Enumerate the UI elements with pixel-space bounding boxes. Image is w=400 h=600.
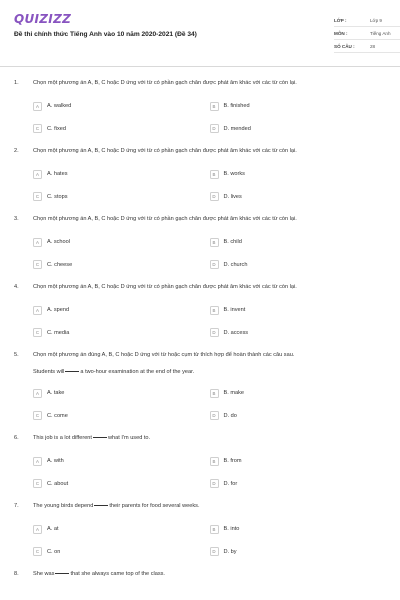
option-d[interactable] xyxy=(210,124,387,133)
option-box[interactable]: D xyxy=(210,411,219,420)
option-b[interactable] xyxy=(210,457,387,466)
option-text: D. mended xyxy=(223,125,251,132)
option-box[interactable]: C xyxy=(33,328,42,337)
question-1 xyxy=(14,79,386,140)
option-b[interactable] xyxy=(210,102,387,111)
options xyxy=(33,299,386,344)
option-c[interactable] xyxy=(33,328,210,337)
question-5 xyxy=(14,351,386,427)
option-c[interactable] xyxy=(33,411,210,420)
question-number: 7. xyxy=(14,503,19,509)
option-text: C. stops xyxy=(47,193,68,200)
option-c[interactable] xyxy=(33,479,210,488)
meta-row-count xyxy=(334,40,400,53)
question-prompt: Chọn một phương án A, B, C hoặc D ứng với từ có phần gạch chân được phát âm khác với các từ còn lại. xyxy=(33,284,297,290)
option-box[interactable]: B xyxy=(210,457,219,466)
answer-blank xyxy=(55,573,69,574)
option-text: C. about xyxy=(47,480,69,487)
meta-table xyxy=(334,14,400,53)
options xyxy=(33,95,386,140)
option-text: C. media xyxy=(47,329,70,336)
option-text: D. for xyxy=(223,480,238,487)
option-box[interactable]: B xyxy=(210,389,219,398)
option-box[interactable]: D xyxy=(210,260,219,269)
option-text: B. make xyxy=(223,390,245,397)
option-text: B. into xyxy=(223,526,240,533)
option-box[interactable]: A xyxy=(33,457,42,466)
option-box[interactable]: C xyxy=(33,260,42,269)
option-box[interactable]: A xyxy=(33,525,42,534)
quizizz-logo: QUIZIZZ xyxy=(14,12,72,26)
question-prompt: The young birds depend their parents for food several weeks. xyxy=(33,503,200,509)
option-b[interactable] xyxy=(210,389,387,398)
question-prompt: Chọn một phương án A, B, C hoặc D ứng với từ có phần gạch chân được phát âm khác với các từ còn lại. xyxy=(33,148,297,154)
option-b[interactable] xyxy=(210,238,387,247)
option-text: C. cheese xyxy=(47,261,73,268)
question-8 xyxy=(14,570,386,578)
option-box[interactable]: D xyxy=(210,547,219,556)
option-text: B. works xyxy=(223,171,245,178)
option-text: D. church xyxy=(223,261,248,268)
option-text: B. invent xyxy=(223,307,246,314)
option-box[interactable]: D xyxy=(210,479,219,488)
option-c[interactable] xyxy=(33,547,210,556)
option-d[interactable] xyxy=(210,547,387,556)
question-number: 5. xyxy=(14,352,19,358)
meta-row-subject xyxy=(334,27,400,40)
answer-blank xyxy=(65,371,79,372)
option-text: D. access xyxy=(223,329,249,336)
question-prompt: Chọn một phương án A, B, C hoặc D ứng với từ có phần gạch chân được phát âm khác với các từ còn lại. xyxy=(33,80,297,86)
option-a[interactable] xyxy=(33,306,210,315)
option-text: C. on xyxy=(47,548,61,555)
option-box[interactable]: B xyxy=(210,102,219,111)
option-text: B. child xyxy=(223,239,242,246)
option-box[interactable]: B xyxy=(210,525,219,534)
option-text: A. hates xyxy=(47,171,68,178)
meta-value: Lớp 9 xyxy=(370,17,382,23)
question-number: 3. xyxy=(14,216,19,222)
option-text: C. come xyxy=(47,412,68,419)
option-a[interactable] xyxy=(33,102,210,111)
option-c[interactable] xyxy=(33,260,210,269)
option-d[interactable] xyxy=(210,328,387,337)
option-box[interactable]: D xyxy=(210,124,219,133)
answer-blank xyxy=(93,437,107,438)
option-text: D. by xyxy=(223,548,237,555)
answer-blank xyxy=(94,505,108,506)
question-2 xyxy=(14,147,386,208)
option-c[interactable] xyxy=(33,192,210,201)
option-box[interactable]: B xyxy=(210,170,219,179)
question-number: 2. xyxy=(14,148,19,154)
option-c[interactable] xyxy=(33,124,210,133)
question-number: 8. xyxy=(14,571,19,577)
option-text: A. spend xyxy=(47,307,70,314)
meta-value: Tiếng Anh xyxy=(370,30,391,36)
option-d[interactable] xyxy=(210,192,387,201)
option-text: B. finished xyxy=(223,103,250,110)
option-box[interactable]: D xyxy=(210,328,219,337)
option-box[interactable]: D xyxy=(210,192,219,201)
option-box[interactable]: B xyxy=(210,306,219,315)
option-b[interactable] xyxy=(210,170,387,179)
option-text: C. fixed xyxy=(47,125,66,132)
option-d[interactable] xyxy=(210,479,387,488)
option-a[interactable] xyxy=(33,389,210,398)
option-b[interactable] xyxy=(210,306,387,315)
stem-text-before: Students will xyxy=(33,369,65,375)
meta-row-class xyxy=(334,14,400,27)
question-prompt: She was that she always came top of the class. xyxy=(33,571,165,577)
options xyxy=(33,518,386,563)
option-d[interactable] xyxy=(210,411,387,420)
question-4 xyxy=(14,283,386,344)
option-box[interactable]: C xyxy=(33,411,42,420)
option-a[interactable] xyxy=(33,238,210,247)
question-3 xyxy=(14,215,386,276)
option-box[interactable]: C xyxy=(33,479,42,488)
question-number: 6. xyxy=(14,435,19,441)
option-box[interactable]: B xyxy=(210,238,219,247)
option-text: D. do xyxy=(223,412,237,419)
option-box[interactable]: C xyxy=(33,547,42,556)
options xyxy=(33,163,386,208)
option-box[interactable]: C xyxy=(33,124,42,133)
worksheet-title: Đề thi chính thức Tiếng Anh vào 10 năm 2020-2021 (Đề 34) xyxy=(14,31,197,38)
question-stem xyxy=(33,368,386,376)
option-box[interactable]: A xyxy=(33,170,42,179)
options xyxy=(33,450,386,495)
option-text: A. walked xyxy=(47,103,72,110)
question-prompt: Chọn một phương án A, B, C hoặc D ứng với từ có phần gạch chân được phát âm khác với các từ còn lại. xyxy=(33,216,297,222)
option-a[interactable] xyxy=(33,457,210,466)
option-box[interactable]: A xyxy=(33,102,42,111)
meta-key: LỚP : xyxy=(334,17,347,23)
meta-key: SỐ CÂU : xyxy=(334,43,355,49)
options xyxy=(33,382,386,427)
question-number: 4. xyxy=(14,284,19,290)
option-text: D. lives xyxy=(223,193,242,200)
option-text: A. at xyxy=(47,526,59,533)
meta-value: 28 xyxy=(370,43,376,49)
option-box[interactable]: A xyxy=(33,389,42,398)
question-6 xyxy=(14,434,386,495)
option-box[interactable]: A xyxy=(33,238,42,247)
option-box[interactable]: C xyxy=(33,192,42,201)
question-prompt: Chọn một phương án đúng A, B, C hoặc D ứng với từ hoặc cụm từ thích hợp để hoàn thành các câu sau. xyxy=(33,352,295,358)
options xyxy=(33,231,386,276)
option-text: A. take xyxy=(47,390,65,397)
option-text: B. from xyxy=(223,458,242,465)
option-text: A. with xyxy=(47,458,64,465)
option-box[interactable]: A xyxy=(33,306,42,315)
question-7 xyxy=(14,502,386,563)
stem-text-after: a two-hour examination at the end of the year. xyxy=(80,369,195,375)
worksheet-header xyxy=(14,0,391,66)
option-b[interactable] xyxy=(210,525,387,534)
question-prompt: This job is a lot different what I'm used to. xyxy=(33,435,151,441)
option-a[interactable] xyxy=(33,525,210,534)
meta-key: MÔN : xyxy=(334,30,348,36)
option-d[interactable] xyxy=(210,260,387,269)
question-list xyxy=(14,67,386,578)
question-number: 1. xyxy=(14,80,19,86)
option-text: A. school xyxy=(47,239,71,246)
option-a[interactable] xyxy=(33,170,210,179)
